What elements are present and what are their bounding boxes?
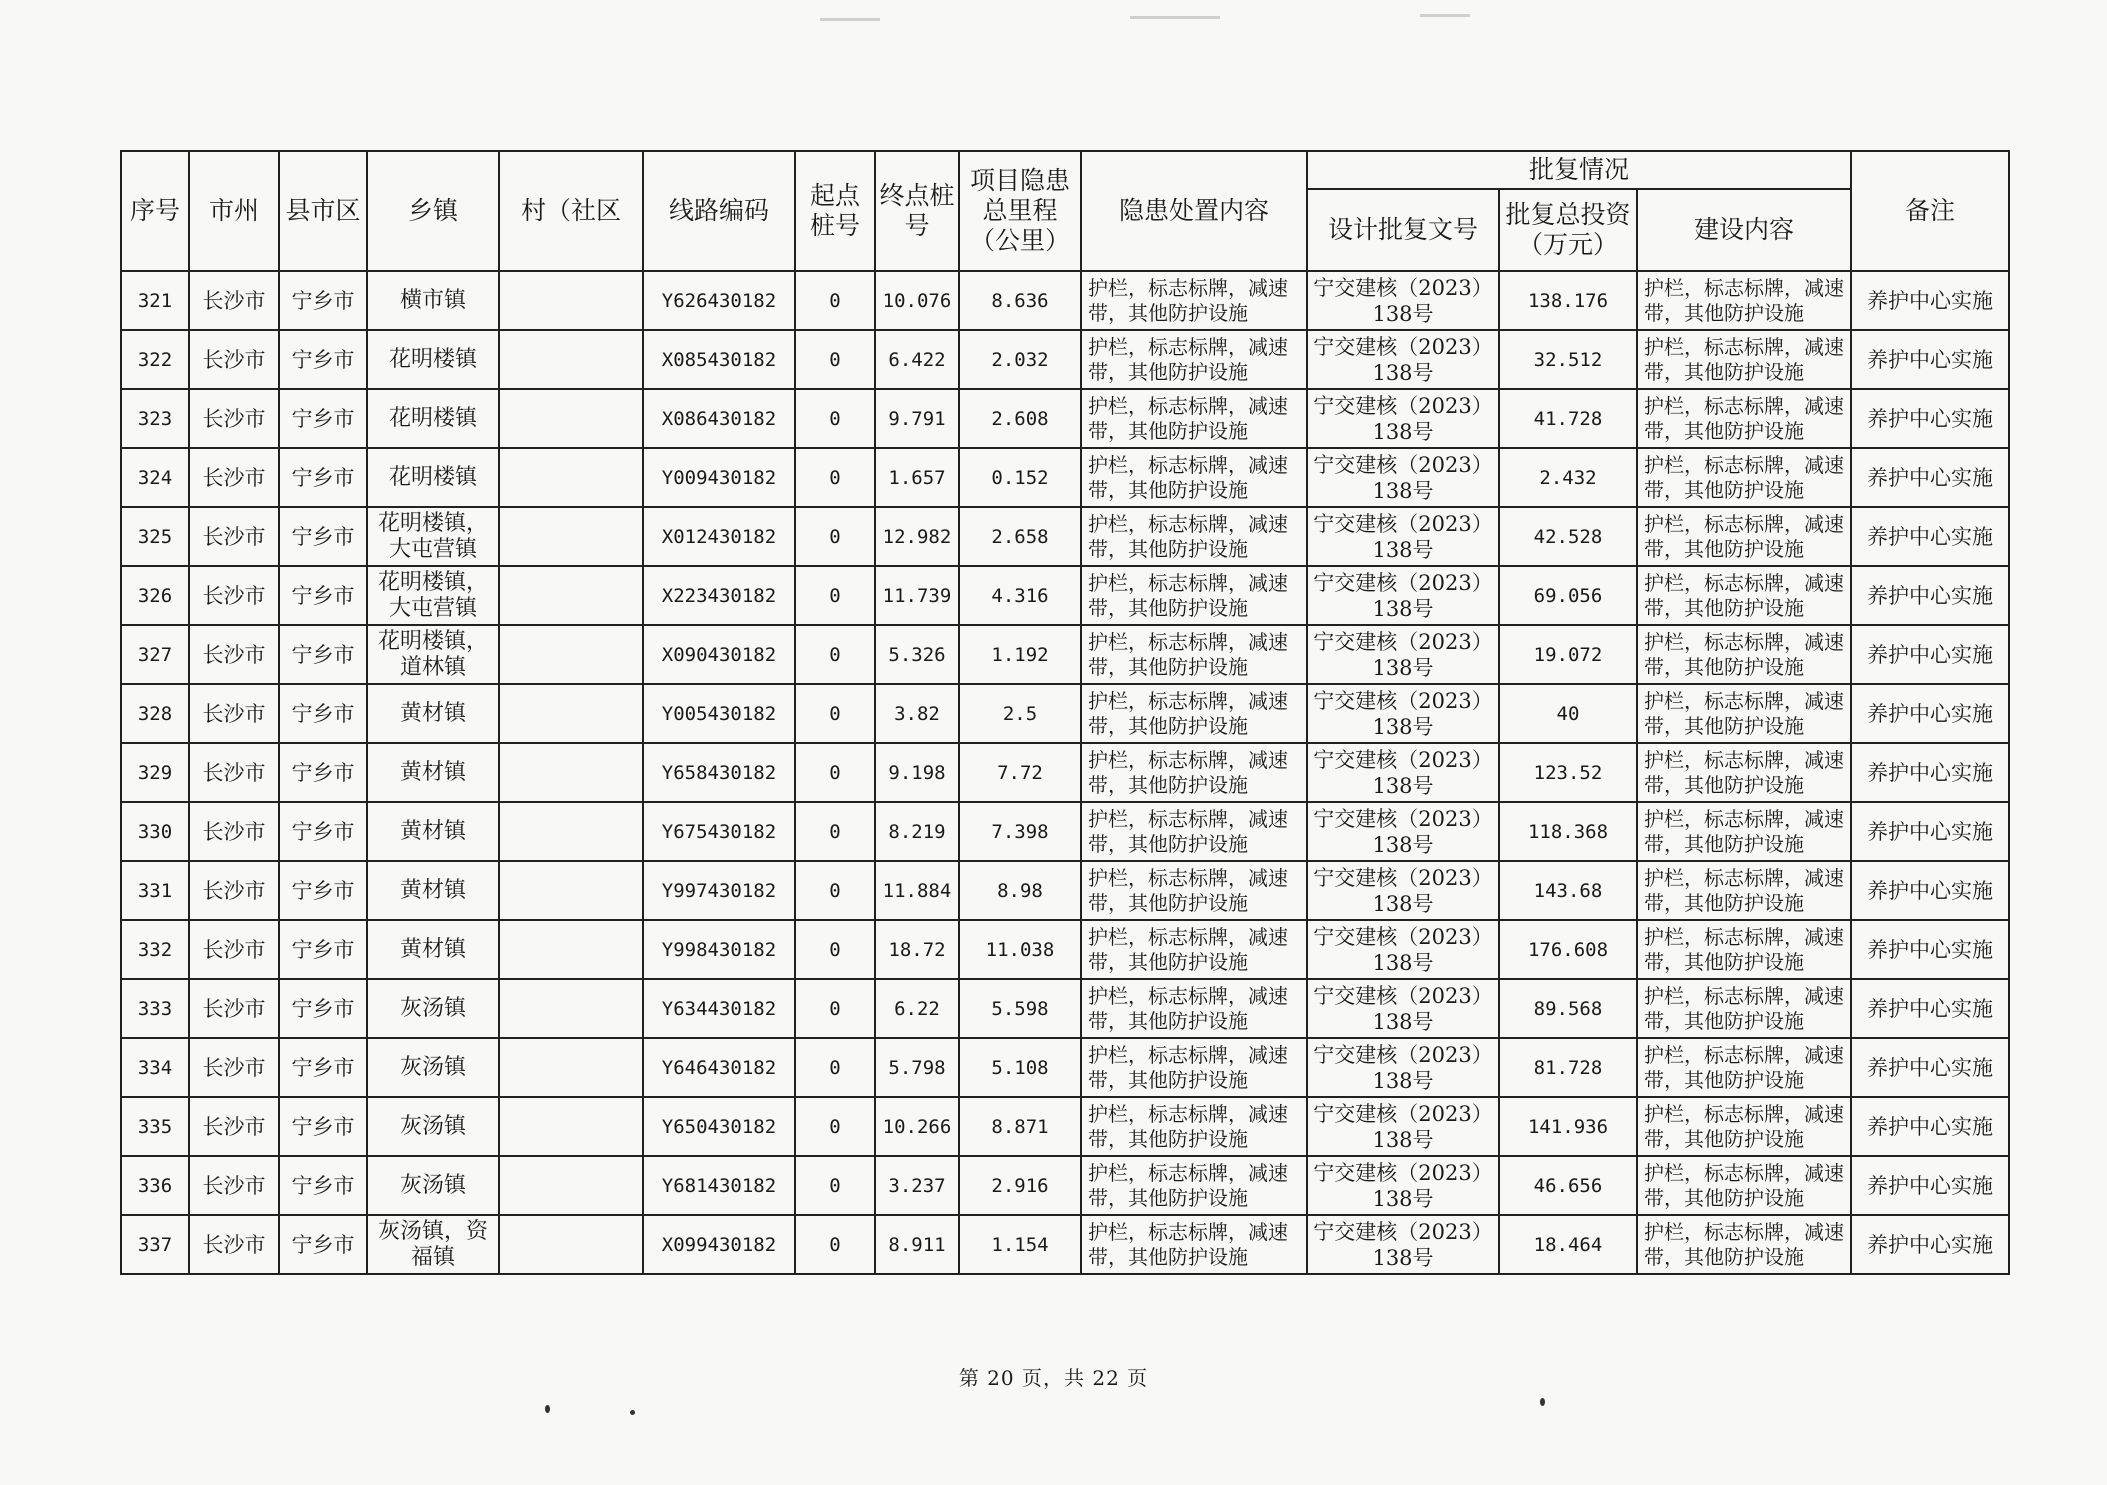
cell-town: 灰汤镇 — [367, 1156, 499, 1215]
cell-start-stake: 0 — [795, 979, 875, 1038]
cell-construction: 护栏，标志标牌，减速带，其他防护设施 — [1637, 1215, 1851, 1274]
cell-town: 花明楼镇，道林镇 — [367, 625, 499, 684]
cell-city: 长沙市 — [189, 507, 279, 566]
cell-seq: 323 — [121, 389, 189, 448]
cell-total-length: 5.598 — [959, 979, 1081, 1038]
cell-city: 长沙市 — [189, 1156, 279, 1215]
cell-route-code: X090430182 — [643, 625, 795, 684]
cell-approval-invest: 123.52 — [1499, 743, 1637, 802]
cell-total-length: 1.192 — [959, 625, 1081, 684]
cell-town: 横市镇 — [367, 271, 499, 330]
cell-route-code: X099430182 — [643, 1215, 795, 1274]
scan-artifact — [820, 18, 880, 21]
cell-remark: 养护中心实施 — [1851, 507, 2009, 566]
cell-approval-doc: 宁交建核（2023）138号 — [1307, 448, 1499, 507]
cell-remark: 养护中心实施 — [1851, 448, 2009, 507]
cell-county: 宁乡市 — [279, 389, 367, 448]
cell-end-stake: 11.884 — [875, 861, 959, 920]
cell-treatment: 护栏，标志标牌，减速带，其他防护设施 — [1081, 743, 1307, 802]
cell-total-length: 8.98 — [959, 861, 1081, 920]
cell-approval-doc: 宁交建核（2023）138号 — [1307, 920, 1499, 979]
cell-start-stake: 0 — [795, 1038, 875, 1097]
table-row — [121, 389, 2009, 448]
cell-remark: 养护中心实施 — [1851, 625, 2009, 684]
header-route-code: 线路编码 — [643, 151, 795, 271]
cell-treatment: 护栏，标志标牌，减速带，其他防护设施 — [1081, 507, 1307, 566]
cell-remark: 养护中心实施 — [1851, 920, 2009, 979]
cell-treatment: 护栏，标志标牌，减速带，其他防护设施 — [1081, 1215, 1307, 1274]
header-approval-doc: 设计批复文号 — [1307, 189, 1499, 271]
cell-construction: 护栏，标志标牌，减速带，其他防护设施 — [1637, 1038, 1851, 1097]
cell-total-length: 1.154 — [959, 1215, 1081, 1274]
cell-county: 宁乡市 — [279, 507, 367, 566]
cell-approval-invest: 18.464 — [1499, 1215, 1637, 1274]
page-number: 第 20 页，共 22 页 — [958, 1366, 1149, 1390]
cell-treatment: 护栏，标志标牌，减速带，其他防护设施 — [1081, 330, 1307, 389]
cell-route-code: X086430182 — [643, 389, 795, 448]
cell-treatment: 护栏，标志标牌，减速带，其他防护设施 — [1081, 979, 1307, 1038]
cell-approval-doc: 宁交建核（2023）138号 — [1307, 271, 1499, 330]
cell-approval-doc: 宁交建核（2023）138号 — [1307, 1038, 1499, 1097]
scan-speck — [630, 1410, 635, 1415]
table-row — [121, 920, 2009, 979]
cell-approval-invest: 69.056 — [1499, 566, 1637, 625]
cell-seq: 336 — [121, 1156, 189, 1215]
cell-village — [499, 271, 643, 330]
cell-treatment: 护栏，标志标牌，减速带，其他防护设施 — [1081, 448, 1307, 507]
cell-total-length: 2.5 — [959, 684, 1081, 743]
cell-treatment: 护栏，标志标牌，减速带，其他防护设施 — [1081, 684, 1307, 743]
cell-seq: 328 — [121, 684, 189, 743]
cell-start-stake: 0 — [795, 448, 875, 507]
cell-town: 黄材镇 — [367, 743, 499, 802]
header-approval-group: 批复情况 — [1307, 151, 1851, 189]
table-row — [121, 979, 2009, 1038]
cell-treatment: 护栏，标志标牌，减速带，其他防护设施 — [1081, 389, 1307, 448]
cell-city: 长沙市 — [189, 1038, 279, 1097]
cell-seq: 329 — [121, 743, 189, 802]
cell-remark: 养护中心实施 — [1851, 1215, 2009, 1274]
cell-town: 花明楼镇，大屯营镇 — [367, 507, 499, 566]
cell-total-length: 2.032 — [959, 330, 1081, 389]
cell-end-stake: 9.791 — [875, 389, 959, 448]
header-total-length: 项目隐患总里程（公里） — [959, 151, 1081, 271]
cell-city: 长沙市 — [189, 448, 279, 507]
cell-city: 长沙市 — [189, 743, 279, 802]
cell-end-stake: 3.237 — [875, 1156, 959, 1215]
cell-county: 宁乡市 — [279, 979, 367, 1038]
cell-town: 灰汤镇，资福镇 — [367, 1215, 499, 1274]
cell-county: 宁乡市 — [279, 684, 367, 743]
cell-city: 长沙市 — [189, 566, 279, 625]
cell-town: 花明楼镇 — [367, 448, 499, 507]
cell-route-code: Y997430182 — [643, 861, 795, 920]
table-row — [121, 1215, 2009, 1274]
cell-seq: 337 — [121, 1215, 189, 1274]
cell-city: 长沙市 — [189, 861, 279, 920]
cell-total-length: 7.72 — [959, 743, 1081, 802]
cell-route-code: Y009430182 — [643, 448, 795, 507]
cell-construction: 护栏，标志标牌，减速带，其他防护设施 — [1637, 1097, 1851, 1156]
cell-remark: 养护中心实施 — [1851, 1097, 2009, 1156]
cell-approval-invest: 81.728 — [1499, 1038, 1637, 1097]
cell-village — [499, 861, 643, 920]
cell-seq: 327 — [121, 625, 189, 684]
cell-village — [499, 1215, 643, 1274]
cell-village — [499, 389, 643, 448]
cell-route-code: Y626430182 — [643, 271, 795, 330]
cell-approval-invest: 89.568 — [1499, 979, 1637, 1038]
cell-treatment: 护栏，标志标牌，减速带，其他防护设施 — [1081, 802, 1307, 861]
cell-start-stake: 0 — [795, 684, 875, 743]
cell-seq: 330 — [121, 802, 189, 861]
cell-county: 宁乡市 — [279, 271, 367, 330]
cell-start-stake: 0 — [795, 1156, 875, 1215]
cell-construction: 护栏，标志标牌，减速带，其他防护设施 — [1637, 625, 1851, 684]
cell-village — [499, 802, 643, 861]
cell-remark: 养护中心实施 — [1851, 271, 2009, 330]
cell-route-code: Y658430182 — [643, 743, 795, 802]
table-body — [121, 271, 2009, 1274]
cell-village — [499, 1156, 643, 1215]
cell-seq: 324 — [121, 448, 189, 507]
header-village: 村（社区 — [499, 151, 643, 271]
cell-town: 黄材镇 — [367, 684, 499, 743]
scan-speck — [1540, 1398, 1545, 1406]
cell-end-stake: 10.076 — [875, 271, 959, 330]
cell-total-length: 8.636 — [959, 271, 1081, 330]
cell-city: 长沙市 — [189, 625, 279, 684]
table-row — [121, 1156, 2009, 1215]
header-town: 乡镇 — [367, 151, 499, 271]
cell-route-code: Y646430182 — [643, 1038, 795, 1097]
cell-remark: 养护中心实施 — [1851, 743, 2009, 802]
cell-town: 黄材镇 — [367, 920, 499, 979]
cell-end-stake: 11.739 — [875, 566, 959, 625]
cell-construction: 护栏，标志标牌，减速带，其他防护设施 — [1637, 743, 1851, 802]
cell-start-stake: 0 — [795, 625, 875, 684]
cell-construction: 护栏，标志标牌，减速带，其他防护设施 — [1637, 684, 1851, 743]
cell-town: 花明楼镇 — [367, 389, 499, 448]
cell-construction: 护栏，标志标牌，减速带，其他防护设施 — [1637, 920, 1851, 979]
cell-remark: 养护中心实施 — [1851, 802, 2009, 861]
cell-route-code: X012430182 — [643, 507, 795, 566]
table-row — [121, 625, 2009, 684]
cell-town: 灰汤镇 — [367, 1097, 499, 1156]
cell-remark: 养护中心实施 — [1851, 979, 2009, 1038]
cell-approval-doc: 宁交建核（2023）138号 — [1307, 861, 1499, 920]
cell-route-code: Y634430182 — [643, 979, 795, 1038]
cell-start-stake: 0 — [795, 743, 875, 802]
cell-approval-doc: 宁交建核（2023）138号 — [1307, 802, 1499, 861]
cell-approval-doc: 宁交建核（2023）138号 — [1307, 566, 1499, 625]
cell-city: 长沙市 — [189, 920, 279, 979]
cell-approval-doc: 宁交建核（2023）138号 — [1307, 684, 1499, 743]
cell-total-length: 7.398 — [959, 802, 1081, 861]
cell-route-code: Y650430182 — [643, 1097, 795, 1156]
cell-end-stake: 10.266 — [875, 1097, 959, 1156]
cell-village — [499, 625, 643, 684]
cell-total-length: 4.316 — [959, 566, 1081, 625]
cell-approval-invest: 118.368 — [1499, 802, 1637, 861]
cell-construction: 护栏，标志标牌，减速带，其他防护设施 — [1637, 330, 1851, 389]
cell-remark: 养护中心实施 — [1851, 389, 2009, 448]
cell-start-stake: 0 — [795, 1097, 875, 1156]
cell-remark: 养护中心实施 — [1851, 1156, 2009, 1215]
table-row — [121, 330, 2009, 389]
table-row — [121, 271, 2009, 330]
cell-start-stake: 0 — [795, 566, 875, 625]
cell-village — [499, 743, 643, 802]
cell-approval-doc: 宁交建核（2023）138号 — [1307, 330, 1499, 389]
cell-route-code: Y681430182 — [643, 1156, 795, 1215]
cell-start-stake: 0 — [795, 330, 875, 389]
cell-county: 宁乡市 — [279, 1038, 367, 1097]
table-row — [121, 861, 2009, 920]
hazard-project-table — [120, 150, 2010, 1275]
cell-approval-invest: 141.936 — [1499, 1097, 1637, 1156]
cell-end-stake: 6.22 — [875, 979, 959, 1038]
cell-seq: 321 — [121, 271, 189, 330]
cell-seq: 331 — [121, 861, 189, 920]
cell-treatment: 护栏，标志标牌，减速带，其他防护设施 — [1081, 625, 1307, 684]
cell-start-stake: 0 — [795, 861, 875, 920]
cell-seq: 325 — [121, 507, 189, 566]
cell-treatment: 护栏，标志标牌，减速带，其他防护设施 — [1081, 1156, 1307, 1215]
cell-treatment: 护栏，标志标牌，减速带，其他防护设施 — [1081, 920, 1307, 979]
cell-end-stake: 1.657 — [875, 448, 959, 507]
cell-approval-invest: 32.512 — [1499, 330, 1637, 389]
cell-village — [499, 684, 643, 743]
cell-town: 花明楼镇 — [367, 330, 499, 389]
header-city: 市州 — [189, 151, 279, 271]
cell-route-code: X085430182 — [643, 330, 795, 389]
cell-approval-invest: 46.656 — [1499, 1156, 1637, 1215]
cell-approval-doc: 宁交建核（2023）138号 — [1307, 507, 1499, 566]
scan-speck — [545, 1405, 550, 1413]
cell-approval-doc: 宁交建核（2023）138号 — [1307, 1215, 1499, 1274]
header-treatment: 隐患处置内容 — [1081, 151, 1307, 271]
table-row — [121, 507, 2009, 566]
table-row — [121, 566, 2009, 625]
cell-village — [499, 507, 643, 566]
cell-town: 花明楼镇，大屯营镇 — [367, 566, 499, 625]
cell-county: 宁乡市 — [279, 920, 367, 979]
cell-remark: 养护中心实施 — [1851, 861, 2009, 920]
cell-city: 长沙市 — [189, 802, 279, 861]
cell-end-stake: 12.982 — [875, 507, 959, 566]
cell-village — [499, 566, 643, 625]
cell-total-length: 0.152 — [959, 448, 1081, 507]
cell-construction: 护栏，标志标牌，减速带，其他防护设施 — [1637, 389, 1851, 448]
cell-remark: 养护中心实施 — [1851, 1038, 2009, 1097]
header-county: 县市区 — [279, 151, 367, 271]
header-start-stake: 起点桩号 — [795, 151, 875, 271]
cell-route-code: Y998430182 — [643, 920, 795, 979]
cell-treatment: 护栏，标志标牌，减速带，其他防护设施 — [1081, 1038, 1307, 1097]
cell-construction: 护栏，标志标牌，减速带，其他防护设施 — [1637, 566, 1851, 625]
cell-total-length: 11.038 — [959, 920, 1081, 979]
cell-seq: 326 — [121, 566, 189, 625]
cell-total-length: 2.916 — [959, 1156, 1081, 1215]
cell-construction: 护栏，标志标牌，减速带，其他防护设施 — [1637, 507, 1851, 566]
cell-end-stake: 6.422 — [875, 330, 959, 389]
cell-city: 长沙市 — [189, 271, 279, 330]
cell-county: 宁乡市 — [279, 448, 367, 507]
cell-approval-invest: 176.608 — [1499, 920, 1637, 979]
cell-county: 宁乡市 — [279, 566, 367, 625]
cell-remark: 养护中心实施 — [1851, 684, 2009, 743]
cell-county: 宁乡市 — [279, 330, 367, 389]
cell-approval-doc: 宁交建核（2023）138号 — [1307, 743, 1499, 802]
table-row — [121, 448, 2009, 507]
cell-treatment: 护栏，标志标牌，减速带，其他防护设施 — [1081, 1097, 1307, 1156]
cell-seq: 333 — [121, 979, 189, 1038]
header-approval-invest: 批复总投资（万元） — [1499, 189, 1637, 271]
header-construction: 建设内容 — [1637, 189, 1851, 271]
cell-end-stake: 18.72 — [875, 920, 959, 979]
cell-county: 宁乡市 — [279, 861, 367, 920]
cell-county: 宁乡市 — [279, 802, 367, 861]
cell-end-stake: 5.798 — [875, 1038, 959, 1097]
cell-route-code: X223430182 — [643, 566, 795, 625]
cell-village — [499, 979, 643, 1038]
cell-approval-doc: 宁交建核（2023）138号 — [1307, 625, 1499, 684]
cell-remark: 养护中心实施 — [1851, 566, 2009, 625]
cell-village — [499, 1097, 643, 1156]
cell-county: 宁乡市 — [279, 1156, 367, 1215]
cell-approval-invest: 40 — [1499, 684, 1637, 743]
cell-village — [499, 330, 643, 389]
cell-county: 宁乡市 — [279, 1097, 367, 1156]
cell-city: 长沙市 — [189, 979, 279, 1038]
table-row — [121, 802, 2009, 861]
cell-start-stake: 0 — [795, 920, 875, 979]
cell-end-stake: 3.82 — [875, 684, 959, 743]
cell-end-stake: 9.198 — [875, 743, 959, 802]
cell-approval-doc: 宁交建核（2023）138号 — [1307, 1156, 1499, 1215]
cell-route-code: Y005430182 — [643, 684, 795, 743]
cell-city: 长沙市 — [189, 684, 279, 743]
cell-construction: 护栏，标志标牌，减速带，其他防护设施 — [1637, 1156, 1851, 1215]
cell-end-stake: 8.219 — [875, 802, 959, 861]
cell-village — [499, 448, 643, 507]
cell-seq: 334 — [121, 1038, 189, 1097]
cell-remark: 养护中心实施 — [1851, 330, 2009, 389]
cell-treatment: 护栏，标志标牌，减速带，其他防护设施 — [1081, 861, 1307, 920]
cell-end-stake: 5.326 — [875, 625, 959, 684]
cell-town: 黄材镇 — [367, 802, 499, 861]
cell-town: 灰汤镇 — [367, 979, 499, 1038]
cell-start-stake: 0 — [795, 1215, 875, 1274]
cell-approval-invest: 2.432 — [1499, 448, 1637, 507]
cell-village — [499, 1038, 643, 1097]
header-seq: 序号 — [121, 151, 189, 271]
cell-county: 宁乡市 — [279, 625, 367, 684]
cell-approval-invest: 143.68 — [1499, 861, 1637, 920]
cell-start-stake: 0 — [795, 802, 875, 861]
cell-town: 灰汤镇 — [367, 1038, 499, 1097]
table-row — [121, 684, 2009, 743]
cell-town: 黄材镇 — [367, 861, 499, 920]
cell-village — [499, 920, 643, 979]
cell-seq: 332 — [121, 920, 189, 979]
cell-construction: 护栏，标志标牌，减速带，其他防护设施 — [1637, 802, 1851, 861]
cell-total-length: 5.108 — [959, 1038, 1081, 1097]
cell-approval-invest: 41.728 — [1499, 389, 1637, 448]
cell-approval-doc: 宁交建核（2023）138号 — [1307, 389, 1499, 448]
table-row — [121, 1038, 2009, 1097]
scan-artifact — [1130, 16, 1220, 19]
cell-city: 长沙市 — [189, 330, 279, 389]
cell-approval-doc: 宁交建核（2023）138号 — [1307, 1097, 1499, 1156]
cell-construction: 护栏，标志标牌，减速带，其他防护设施 — [1637, 271, 1851, 330]
cell-county: 宁乡市 — [279, 1215, 367, 1274]
header-remark: 备注 — [1851, 151, 2009, 271]
cell-city: 长沙市 — [189, 1215, 279, 1274]
cell-approval-invest: 42.528 — [1499, 507, 1637, 566]
cell-start-stake: 0 — [795, 271, 875, 330]
cell-start-stake: 0 — [795, 389, 875, 448]
cell-construction: 护栏，标志标牌，减速带，其他防护设施 — [1637, 448, 1851, 507]
cell-city: 长沙市 — [189, 1097, 279, 1156]
cell-route-code: Y675430182 — [643, 802, 795, 861]
cell-seq: 322 — [121, 330, 189, 389]
cell-total-length: 2.658 — [959, 507, 1081, 566]
cell-seq: 335 — [121, 1097, 189, 1156]
cell-construction: 护栏，标志标牌，减速带，其他防护设施 — [1637, 861, 1851, 920]
header-end-stake: 终点桩号 — [875, 151, 959, 271]
cell-approval-invest: 19.072 — [1499, 625, 1637, 684]
cell-start-stake: 0 — [795, 507, 875, 566]
cell-total-length: 8.871 — [959, 1097, 1081, 1156]
cell-construction: 护栏，标志标牌，减速带，其他防护设施 — [1637, 979, 1851, 1038]
table-row — [121, 1097, 2009, 1156]
scan-artifact — [1420, 14, 1470, 17]
cell-treatment: 护栏，标志标牌，减速带，其他防护设施 — [1081, 566, 1307, 625]
cell-approval-invest: 138.176 — [1499, 271, 1637, 330]
cell-total-length: 2.608 — [959, 389, 1081, 448]
cell-end-stake: 8.911 — [875, 1215, 959, 1274]
cell-county: 宁乡市 — [279, 743, 367, 802]
cell-treatment: 护栏，标志标牌，减速带，其他防护设施 — [1081, 271, 1307, 330]
cell-approval-doc: 宁交建核（2023）138号 — [1307, 979, 1499, 1038]
cell-city: 长沙市 — [189, 389, 279, 448]
table-row — [121, 743, 2009, 802]
